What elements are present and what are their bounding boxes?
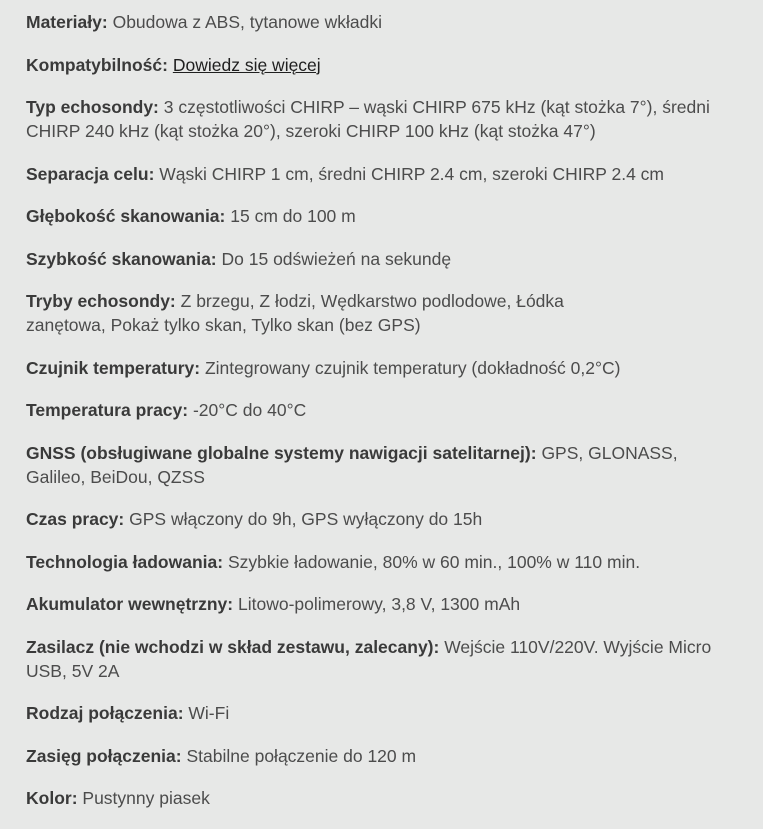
spec-value: Pustynny piasek <box>82 788 210 808</box>
spec-label: Temperatura pracy: <box>26 400 189 420</box>
spec-value: Wi-Fi <box>188 703 230 723</box>
spec-battery-life <box>26 507 741 531</box>
spec-compatibility <box>26 53 741 77</box>
spec-label: GNSS (obsługiwane globalne systemy nawigacji satelitarnej): <box>26 442 537 463</box>
spec-value: Wejście 110V/220V. Wyjście Micro USB, 5V 2A <box>26 636 712 681</box>
spec-value: Wąski CHIRP 1 cm, średni CHIRP 2.4 cm, szeroki CHIRP 2.4 cm <box>159 163 664 184</box>
spec-value: -20°C do 40°C <box>192 400 307 420</box>
learn-more-link[interactable]: Dowiedz się więcej <box>172 54 321 75</box>
spec-label: Głębokość skanowania: <box>26 206 226 226</box>
spec-value: Szybkie ładowanie, 80% w 60 min., 100% w 110 min. <box>227 551 641 572</box>
spec-value: Z brzegu, Z łodzi, Wędkarstwo podlodowe, Łódka zanętowa, Pokaż tylko skan, Tylko skan (bez GPS) <box>26 291 564 335</box>
spec-target-separation <box>26 162 741 186</box>
spec-label: Szybkość skanowania: <box>26 248 217 269</box>
spec-label: Materiały: <box>26 12 108 32</box>
spec-scan-rate <box>26 247 741 271</box>
spec-label: Kompatybilność: <box>26 54 168 75</box>
spec-label: Akumulator wewnętrzny: <box>26 594 234 614</box>
spec-list <box>26 10 741 829</box>
spec-label: Czas pracy: <box>26 509 125 529</box>
spec-connection-range <box>26 744 741 768</box>
spec-temp-sensor <box>26 356 741 380</box>
spec-gnss <box>26 441 741 489</box>
spec-value: Litowo-polimerowy, 3,8 V, 1300 mAh <box>238 594 521 614</box>
spec-label: Technologia ładowania: <box>26 551 224 572</box>
spec-label: Tryby echosondy: <box>26 291 176 311</box>
spec-value: GPS, GLONASS, Galileo, BeiDou, QZSS <box>26 442 678 487</box>
spec-value: GPS włączony do 9h, GPS wyłączony do 15h <box>129 509 483 529</box>
spec-label: Czujnik temperatury: <box>26 357 201 378</box>
spec-value: Do 15 odświeżeń na sekundę <box>221 248 452 269</box>
spec-scan-depth <box>26 204 741 228</box>
spec-label: Zasięg połączenia: <box>26 745 182 766</box>
spec-connection-type <box>26 701 741 725</box>
spec-label: Separacja celu: <box>26 163 155 184</box>
spec-materials <box>26 10 741 34</box>
spec-power-adapter <box>26 635 741 683</box>
spec-operating-temp <box>26 398 741 422</box>
spec-value: Zintegrowany czujnik temperatury (dokładność 0,2°C) <box>204 357 621 378</box>
spec-charging-tech <box>26 550 741 574</box>
spec-value: 3 częstotliwości CHIRP – wąski CHIRP 675 kHz (kąt stożka 7°), średni CHIRP 240 kHz (kąt stożka 20°), szeroki CHIRP 100 kHz (kąt stożka 47°) <box>26 97 710 141</box>
spec-label: Kolor: <box>26 788 78 808</box>
spec-label: Zasilacz (nie wchodzi w skład zestawu, zalecany): <box>26 636 440 657</box>
spec-internal-battery <box>26 592 741 616</box>
spec-sonar-type <box>26 95 741 143</box>
spec-color <box>26 786 741 810</box>
spec-value: Obudowa z ABS, tytanowe wkładki <box>112 12 383 32</box>
spec-value: Stabilne połączenie do 120 m <box>186 745 417 766</box>
spec-label: Typ echosondy: <box>26 97 159 117</box>
spec-value: 15 cm do 100 m <box>230 206 356 226</box>
spec-sonar-modes <box>26 289 606 337</box>
spec-label: Rodzaj połączenia: <box>26 703 184 723</box>
